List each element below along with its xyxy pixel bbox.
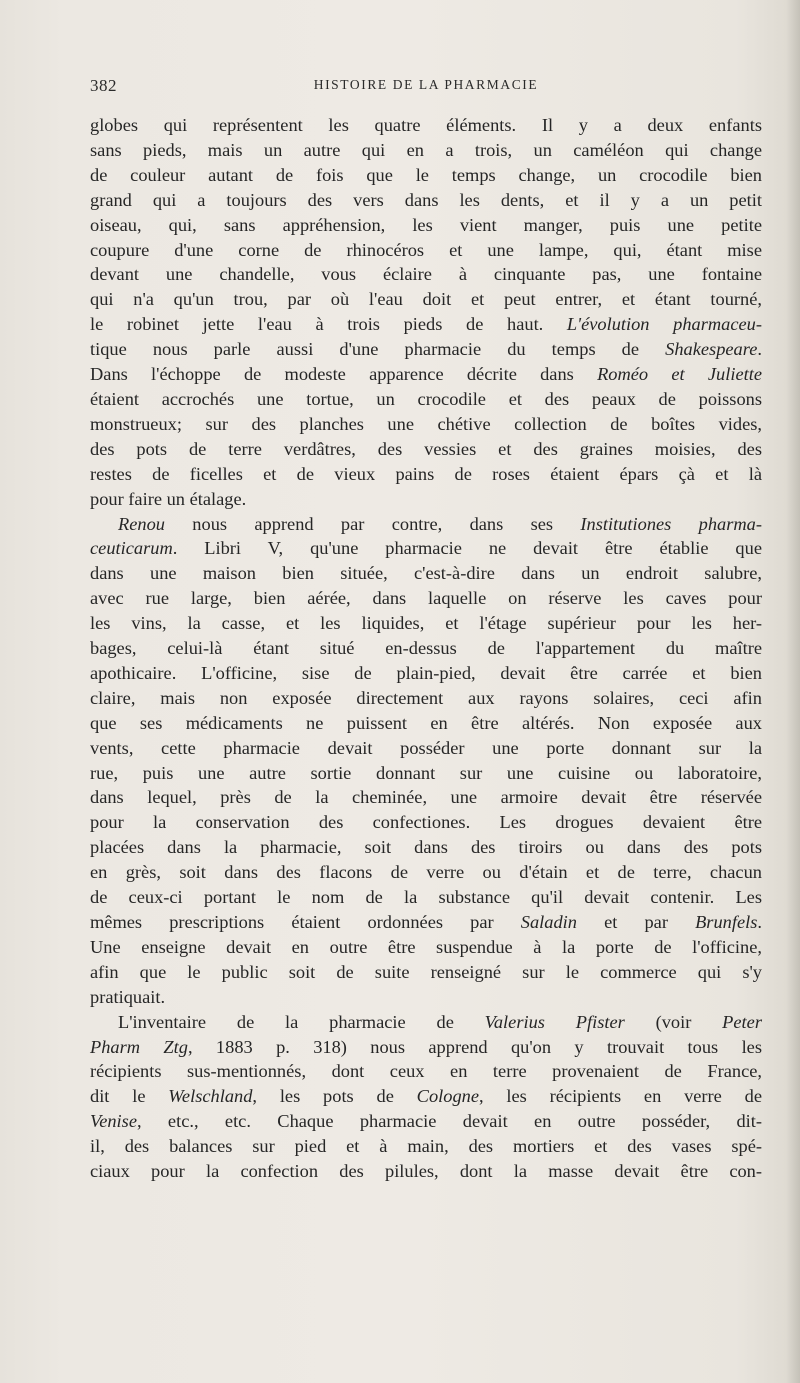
text-line: dans lequel, près de la cheminée, une armoire devait être réservée bbox=[90, 787, 762, 808]
running-title: HISTOIRE DE LA PHARMACIE bbox=[313, 77, 539, 92]
text-line: Une enseigne devait en outre être suspendue à la porte de l'officine, bbox=[90, 936, 762, 957]
text-line: L'inventaire de la pharmacie de Valerius Pfister (voir Peter bbox=[118, 1011, 762, 1032]
text-line: de ceux-ci portant le nom de la substance qu'il devait contenir. Les bbox=[90, 887, 762, 908]
page-header bbox=[90, 76, 762, 96]
text-line: il, des balances sur pied et à main, des mortiers et des vases spé- bbox=[90, 1136, 762, 1157]
text-line: placées dans la pharmacie, soit dans des tiroirs ou dans des pots bbox=[90, 837, 762, 858]
page-number: 382 bbox=[90, 76, 117, 95]
text-line: coupure d'une corne de rhinocéros et une lampe, qui, étant mise bbox=[90, 239, 762, 260]
text-line: Renou nous apprend par contre, dans ses Institutiones pharma- bbox=[118, 513, 762, 534]
text-line: Venise, etc., etc. Chaque pharmacie devait en outre posséder, dit- bbox=[90, 1111, 762, 1132]
text-line: apothicaire. L'officine, sise de plain-pied, devait être carrée et bien bbox=[90, 662, 762, 683]
text-line: les vins, la casse, et les liquides, et l'étage supérieur pour les her- bbox=[90, 613, 762, 634]
text-line: étaient accrochés une tortue, un crocodile et des peaux de poissons bbox=[90, 388, 762, 409]
text-line: avec rue large, bien aérée, dans laquelle on réserve les caves pour bbox=[90, 588, 762, 609]
text-line: bages, celui-là étant situé en-dessus de l'appartement du maître bbox=[90, 638, 762, 659]
text-line: globes qui représentent les quatre éléments. Il y a deux enfants bbox=[90, 115, 762, 135]
text-line: rue, puis une autre sortie donnant sur une cuisine ou laboratoire, bbox=[90, 762, 762, 783]
text-line: dit le Welschland, les pots de Cologne, les récipients en verre de bbox=[90, 1086, 762, 1107]
text-line: ciaux pour la confection des pilules, dont la masse devait être con- bbox=[90, 1161, 762, 1182]
text-line: dans une maison bien située, c'est-à-dire dans un endroit salubre, bbox=[90, 563, 762, 584]
text-line: grand qui a toujours des vers dans les dents, et il y a un petit bbox=[90, 189, 762, 210]
text-line: que ses médicaments ne puissent en être altérés. Non exposée aux bbox=[90, 712, 762, 733]
text-line: monstrueux; sur des planches une chétive collection de boîtes vides, bbox=[90, 413, 762, 434]
text-line: vents, cette pharmacie devait posséder une porte donnant sur la bbox=[90, 737, 762, 758]
text-line: devant une chandelle, vous éclaire à cinquante pas, une fontaine bbox=[90, 264, 762, 285]
text-line: oiseau, qui, sans appréhension, les vient manger, puis une petite bbox=[90, 214, 762, 235]
text-line: ceuticarum. Libri V, qu'une pharmacie ne devait être établie que bbox=[90, 538, 762, 559]
text-line: pour la conservation des confectiones. Les drogues devaient être bbox=[90, 812, 762, 833]
text-line: claire, mais non exposée directement aux rayons solaires, ceci afin bbox=[90, 687, 762, 708]
body-text bbox=[90, 113, 762, 1184]
text-line: de couleur autant de fois que le temps change, un crocodile bien bbox=[90, 164, 762, 185]
text-line: qui n'a qu'un trou, par où l'eau doit et peut entrer, et étant tourné, bbox=[90, 289, 762, 310]
text-line: récipients sus-mentionnés, dont ceux en terre provenaient de France, bbox=[90, 1061, 762, 1082]
text-line: pour faire un étalage. bbox=[90, 488, 247, 509]
text-line: le robinet jette l'eau à trois pieds de haut. L'évolution pharmaceu- bbox=[90, 314, 762, 335]
text-line: tique nous parle aussi d'une pharmacie du temps de Shakespeare. bbox=[90, 339, 762, 360]
page-edge-shadow bbox=[786, 0, 800, 1383]
text-line: Dans l'échoppe de modeste apparence décrite dans Roméo et Juliette bbox=[90, 364, 762, 385]
text-line: sans pieds, mais un autre qui en a trois, un caméléon qui change bbox=[90, 139, 762, 160]
text-line: en grès, soit dans des flacons de verre ou d'étain et de terre, chacun bbox=[90, 862, 762, 883]
text-line: restes de ficelles et de vieux pains de roses étaient épars çà et là bbox=[90, 463, 762, 484]
text-line: Pharm Ztg, 1883 p. 318) nous apprend qu'on y trouvait tous les bbox=[90, 1036, 762, 1057]
text-line: afin que le public soit de suite renseigné sur le commerce qui s'y bbox=[90, 961, 762, 982]
text-line: pratiquait. bbox=[90, 986, 166, 1007]
text-line: des pots de terre verdâtres, des vessies et des graines moisies, des bbox=[90, 438, 762, 459]
text-line: mêmes prescriptions étaient ordonnées par Saladin et par Brunfels. bbox=[90, 912, 762, 932]
